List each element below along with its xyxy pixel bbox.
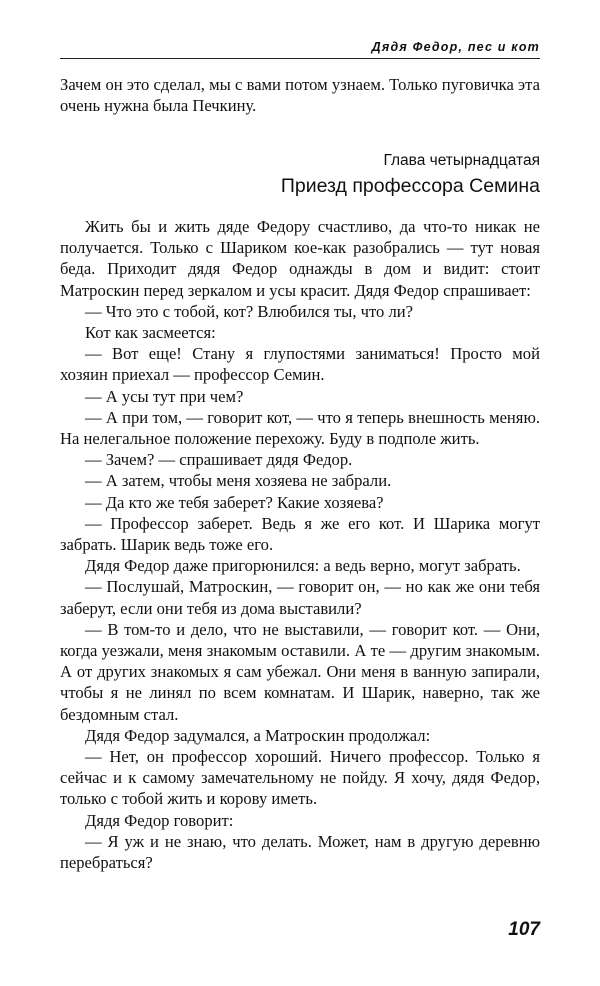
paragraph: — А затем, чтобы меня хозяева не забрали. [85,471,392,491]
paragraph: — Нет, он профессор хороший. Ничего профессор. Только я сейчас и к самому замечательному не пойду. Я хочу, дядя Федор, только с тобой жить и корову иметь. [60,747,540,809]
paragraph: — Что это с тобой, кот? Влюбился ты, что ли? [85,301,413,321]
paragraph: — Я уж и не знаю, что делать. Может, нам в другую деревню перебраться? [60,831,540,873]
paragraph: — А при том, — говорит кот, — что я теперь внешность меняю. На нелегальное положение перехожу. Буду в подполе жить. [60,407,540,449]
paragraph: — Зачем? — спрашивает дядя Федор. [85,450,353,470]
paragraph: Кот как засмеется: [85,323,216,343]
chapter-label: Глава четырнадцатая [383,152,540,169]
paragraph: Дядя Федор даже пригорюнился: а ведь верно, могут забрать. [85,556,521,576]
intro-paragraph: Зачем он это сделал, мы с вами потом узнаем. Только пуговичка эта очень нужна была Печкину. [60,75,540,116]
running-title: Дядя Федор, пес и кот [371,40,540,54]
running-header [60,40,540,59]
paragraph: — Послушай, Матроскин, — говорит он, — но как же они тебя заберут, если они тебя из дома выставили? [60,577,540,618]
paragraph: Дядя Федор говорит: [85,810,234,830]
paragraph: — А усы тут при чем? [85,386,244,406]
chapter-title: Приезд профессора Семина [280,175,540,197]
paragraph: — Вот еще! Стану я глупостями заниматься! Просто мой хозяин приехал — профессор Семин. [60,344,540,385]
paragraph: — Профессор заберет. Ведь я же его кот. И Шарика могут забрать. Шарик ведь тоже его. [60,513,540,555]
chapter-heading [60,151,540,199]
body-text [60,216,540,873]
paragraph: — В том-то и дело, что не выставили, — говорит кот. — Они, когда уезжали, меня знакомым оставили. А те — другим знакомым. А от других знакомых я сам убежал. Они меня в ванную запирали, чтобы я не линял по всем комнатам. И Шарик, наверно, так же бездомным стал. [60,619,540,724]
intro-block [60,74,540,116]
paragraph: — Да кто же тебя заберет? Какие хозяева? [85,492,384,512]
page-number: 107 [508,919,540,940]
paragraph: Дядя Федор задумался, а Матроскин продолжал: [85,725,431,745]
paragraph: Жить бы и жить дяде Федору счастливо, да что-то никак не получается. Только с Шариком кое-как разобрались — тут новая беда. Приходит дядя Федор однажды в дом и видит: стоит Матроскин перед зеркалом и усы красит. Дядя Федор спрашивает: [60,217,540,300]
